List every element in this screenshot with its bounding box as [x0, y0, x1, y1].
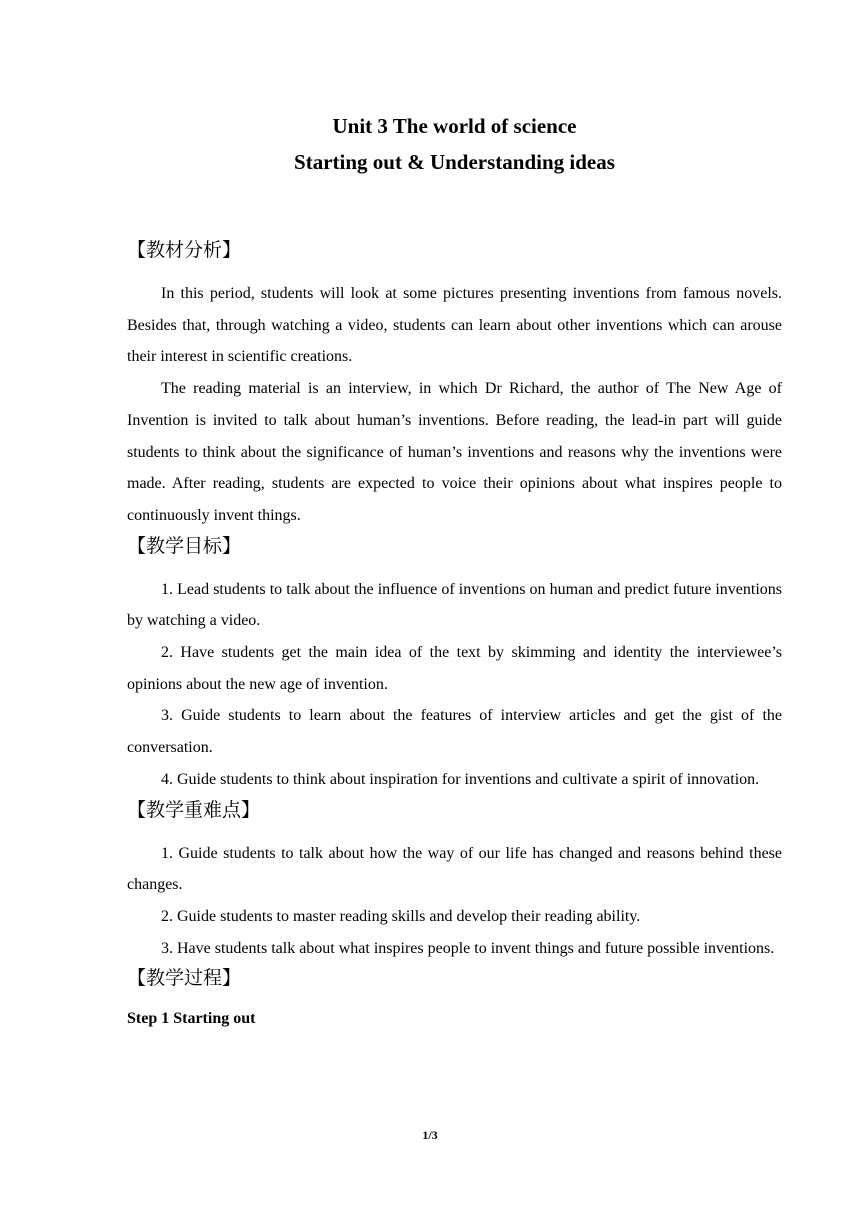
- step-heading: Step 1 Starting out: [127, 1010, 256, 1028]
- section-heading: 【教学目标】: [127, 534, 242, 557]
- section-key-difficulties: [127, 796, 782, 965]
- list-item: 2. Have students get the main idea of the text by skimming and identity the interviewee’s opinions about the new age of invention.: [127, 644, 782, 693]
- lesson-subtitle: Starting out & Understanding ideas: [294, 150, 615, 174]
- section-heading: 【教学过程】: [127, 967, 242, 990]
- paragraph: The reading material is an interview, in which Dr Richard, the author of The New Age of Invention is invited to talk about human’s inventions. Before reading, the lead-in part will guide students to think about the significance of human’s inventions and reasons why the inventions were made. After reading, students are expected to voice their opinions about what inspires people to continuously invent things.: [127, 380, 782, 524]
- section-teaching-objectives: [127, 532, 782, 796]
- list-item: 4. Guide students to think about inspiration for inventions and cultivate a spirit of innovation.: [161, 770, 760, 788]
- list-item: 2. Guide students to master reading skills and develop their reading ability.: [161, 907, 641, 925]
- section-teaching-process: [127, 964, 782, 1034]
- list-item: 3. Have students talk about what inspires people to invent things and future possible inventions.: [161, 939, 775, 957]
- list-item: 3. Guide students to learn about the features of interview articles and get the gist of the conversation.: [127, 707, 782, 757]
- paragraph: In this period, students will look at some pictures presenting inventions from famous novels. Besides that, through watching a video, students can learn about other inventions which can arouse their interest in scientific creations.: [127, 285, 782, 366]
- list-item: 1. Guide students to talk about how the way of our life has changed and reasons behind these changes.: [127, 844, 782, 894]
- section-textbook-analysis: [127, 236, 782, 532]
- list-item: 1. Lead students to talk about the influence of inventions on human and predict future inventions by watching a video.: [127, 580, 782, 630]
- page-number: 1/3: [422, 1128, 438, 1142]
- section-heading: 【教学重难点】: [127, 798, 261, 821]
- unit-title: Unit 3 The world of science: [332, 114, 577, 138]
- section-heading: 【教材分析】: [127, 239, 242, 261]
- document-body: [127, 108, 782, 1034]
